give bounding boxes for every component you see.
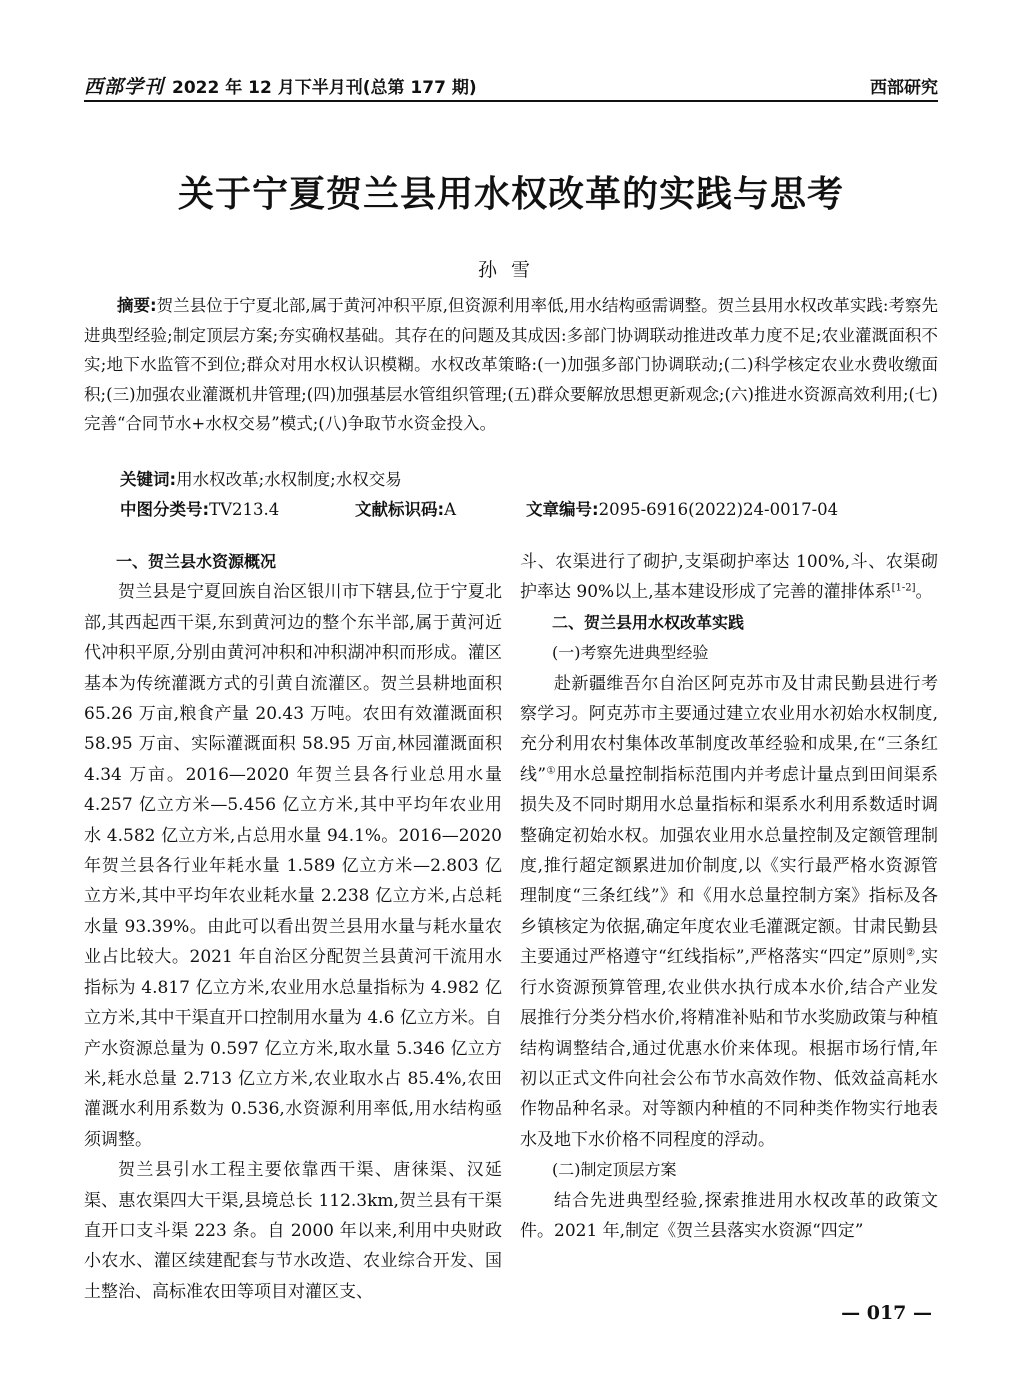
clc-value: TV213.4 [209, 500, 280, 519]
paragraph-text: 赴新疆维吾尔自治区阿克苏市及甘肃民勤县进行考察学习。阿克苏市主要通过建立农业用水初始水权制度,充分利用农村集体改革制度改革经验和成果,在“三条红线” [520, 673, 938, 785]
keywords [120, 465, 402, 494]
keywords-text: 用水权改革;水权制度;水权交易 [176, 470, 402, 489]
article-number [526, 495, 838, 524]
abstract-label: 摘要: [117, 296, 157, 315]
art-value: 2095-6916(2022)24-0017-04 [598, 500, 839, 519]
header-rule [84, 100, 938, 102]
footnote-ref: ① [546, 765, 556, 777]
subsection-heading: (二)制定顶层方案 [552, 1160, 677, 1180]
clc-label: 中图分类号: [120, 500, 210, 519]
section-heading: 一、贺兰县水资源概况 [116, 552, 277, 571]
journal-logo: 西部学刊 [84, 76, 165, 98]
abstract-text: 贺兰县位于宁夏北部,属于黄河冲积平原,但资源利用率低,用水结构亟需调整。贺兰县用水权改革实践:考察先进典型经验;制定顶层方案;夯实确权基础。其存在的问题及其成因:多部门协调联动推进改革力度不足;农业灌溉面积不实;地下水监管不到位;群众对用水权认识模糊。水权改革策略:(一)加强多部门协调联动;(二)科学核定农业水费收缴面积;(三)加强农业灌溉机井管理;(四)加强基层水管组织管理;(五)群众要解放思想更新观念;(六)推进水资源高效利用;(七)完善“合同节水+水权交易”模式;(八)争取节水资金投入。 [84, 296, 938, 433]
footnote-ref: ② [906, 947, 916, 959]
doc-label: 文献标识码: [355, 500, 445, 519]
keywords-label: 关键词: [120, 470, 177, 489]
body-paragraph [520, 547, 938, 608]
clc-number [120, 495, 279, 524]
paragraph-text: 斗、农渠进行了砌护,支渠砌护率达 100%,斗、农渠砌护率达 90%以上,基本建设形成了完善的灌排体系 [520, 552, 938, 603]
document-code [355, 495, 456, 524]
article-author: 孙雪 [477, 259, 544, 281]
page-number: — 017 — [841, 1302, 932, 1324]
subsection-heading: (一)考察先进典型经验 [552, 643, 709, 663]
art-label: 文章编号: [526, 500, 599, 519]
section-name: 西部研究 [870, 78, 938, 98]
article-title: 关于宁夏贺兰县用水权改革的实践与思考 [177, 173, 844, 215]
right-column [520, 547, 938, 1246]
doc-value: A [444, 500, 457, 519]
issue-info: 2022 年 12 月下半月刊(总第 177 期) [172, 78, 477, 98]
body-paragraph: 贺兰县引水工程主要依靠西干渠、唐徕渠、汉延渠、惠农渠四大干渠,县境总长 112.3km,贺兰县有干渠直开口支斗渠 223 条。自 2000 年以来,利用中央财政小农水、灌区续建配套与节水改造、农业综合开发、国土整治、高标准农田等项目对灌区支、 [84, 1160, 502, 1302]
article-meta [120, 495, 938, 525]
citation-ref: [1-2] [891, 582, 916, 594]
left-column [84, 547, 502, 1307]
body-paragraph: 结合先进典型经验,探索推进用水权改革的政策文件。2021 年,制定《贺兰县落实水资源“四定” [520, 1190, 938, 1241]
paragraph-text: 。 [915, 582, 933, 603]
paragraph-text: ,实行水资源预算管理,农业供水执行成本水价,结合产业发展推行分类分档水价,将精准补贴和节水奖励政策与种植结构调整结合,通过优惠水价来体现。根据市场行情,年初以正式文件向社会公布节水高效作物、低效益高耗水作物品种名录。对等额内种植的不同种类作物实行地表水及地下水价格不同程度的浮动。 [520, 947, 938, 1150]
body-paragraph [520, 669, 938, 1156]
abstract [84, 291, 938, 439]
running-header [84, 70, 938, 104]
paragraph-text: 用水总量控制指标范围内并考虑计量点到田间渠系损失及不同时期用水总量指标和渠系水利用系数适时调整确定初始水权。加强农业用水总量控制及定额管理制度,推行超定额累进加价制度,以《实行最严格水资源管理制度“三条红线”》和《用水总量控制方案》指标及各乡镇核定为依据,确定年度农业毛灌溉定额。甘肃民勤县主要通过严格遵守“红线指标”,严格落实“四定”原则 [520, 764, 939, 968]
section-heading: 二、贺兰县用水权改革实践 [552, 612, 745, 632]
body-paragraph: 贺兰县是宁夏回族自治区银川市下辖县,位于宁夏北部,其西起西干渠,东到黄河边的整个东半部,属于黄河近代冲积平原,分别由黄河冲积和冲积湖冲积而形成。灌区基本为传统灌溉方式的引黄自流灌区。贺兰县耕地面积 65.26 万亩,粮食产量 20.43 万吨。农田有效灌溉面积 58.95 万亩、实际灌溉面积 58.95 万亩,林园灌溉面积 4.34 万亩。2016—2020 年贺兰县各行业总用水量 4.257 亿立方米—5.456 亿立方米,其中平均年农业用水 4.582 亿立方米,占总用水量 94.1%。2016—2020 年贺兰县各行业年耗水量 1.589 亿立方米—2.803 亿立方米,其中平均年农业耗水量 2.238 亿立方米,占总耗水量 93.39%。由此可以看出贺兰县用水量与耗水量农业占比较大。2021 年自治区分配贺兰县黄河干流用水指标为 4.817 亿立方米,农业用水总量指标为 4.982 亿立方米,其中干渠直开口控制用水量为 4.6 亿立方米。自产水资源总量为 0.597 亿立方米,取水量 5.346 亿立方米,耗水总量 2.713 亿立方米,农业取水占 85.4%,农田灌溉水利用系数为 0.536,水资源利用率低,用水结构亟须调整。 [84, 582, 502, 1150]
